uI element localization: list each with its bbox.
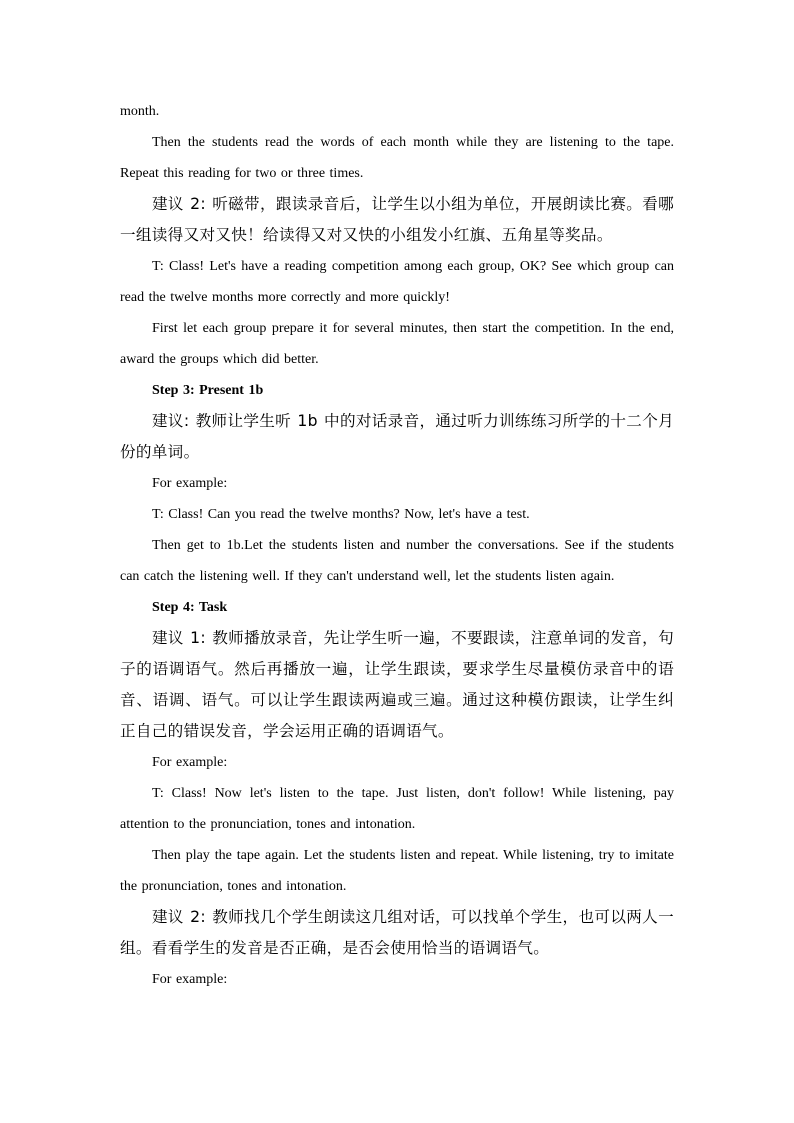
paragraph-chinese: 建议 2: 听磁带，跟读录音后，让学生以小组为单位，开展朗读比赛。看哪一组读得又对又快！给读得又对又快的小组发小红旗、五角星等奖品。: [120, 195, 674, 244]
paragraph-chinese: 建议: 教师让学生听 1b 中的对话录音，通过听力训练练习所学的十二个月份的单词。: [120, 412, 674, 461]
paragraph: month.: [120, 104, 160, 119]
paragraph: T: Class! Now let's listen to the tape. Just listen, don't follow! While listening, pay attention to the pronunciation, tones and intonation.: [120, 786, 674, 832]
paragraph-chinese: 建议 1: 教师播放录音，先让学生听一遍，不要跟读，注意单词的发音，句子的语调语气。然后再播放一遍，让学生跟读，要求学生尽量模仿录音中的语音、语调、语气。可以让学生跟读两遍或三遍。通过这种模仿跟读，让学生纠正自己的错误发音，学会运用正确的语调语气。: [120, 629, 674, 740]
paragraph: First let each group prepare it for several minutes, then start the competition. In the end, award the groups which did better.: [120, 321, 674, 367]
paragraph: For example:: [152, 476, 228, 491]
paragraph: Then get to 1b.Let the students listen and number the conversations. See if the students can catch the listening well. If they can't understand well, let the students listen again.: [120, 538, 674, 584]
paragraph: T: Class! Can you read the twelve months? Now, let's have a test.: [152, 507, 530, 522]
paragraph: Then play the tape again. Let the students listen and repeat. While listening, try to imitate the pronunciation, tones and intonation.: [120, 848, 674, 894]
step-heading: Step 4: Task: [152, 600, 228, 615]
paragraph: Then the students read the words of each month while they are listening to the tape. Repeat this reading for two or three times.: [120, 135, 674, 181]
paragraph: For example:: [152, 755, 228, 770]
paragraph: For example:: [152, 972, 228, 987]
step-heading: Step 3: Present 1b: [152, 383, 264, 398]
paragraph-chinese: 建议 2: 教师找几个学生朗读这几组对话，可以找单个学生，也可以两人一组。看看学生的发音是否正确，是否会使用恰当的语调语气。: [120, 908, 674, 957]
document-body: [120, 96, 674, 995]
paragraph: T: Class! Let's have a reading competition among each group, OK? See which group can read the twelve months more correctly and more quickly!: [120, 259, 674, 305]
